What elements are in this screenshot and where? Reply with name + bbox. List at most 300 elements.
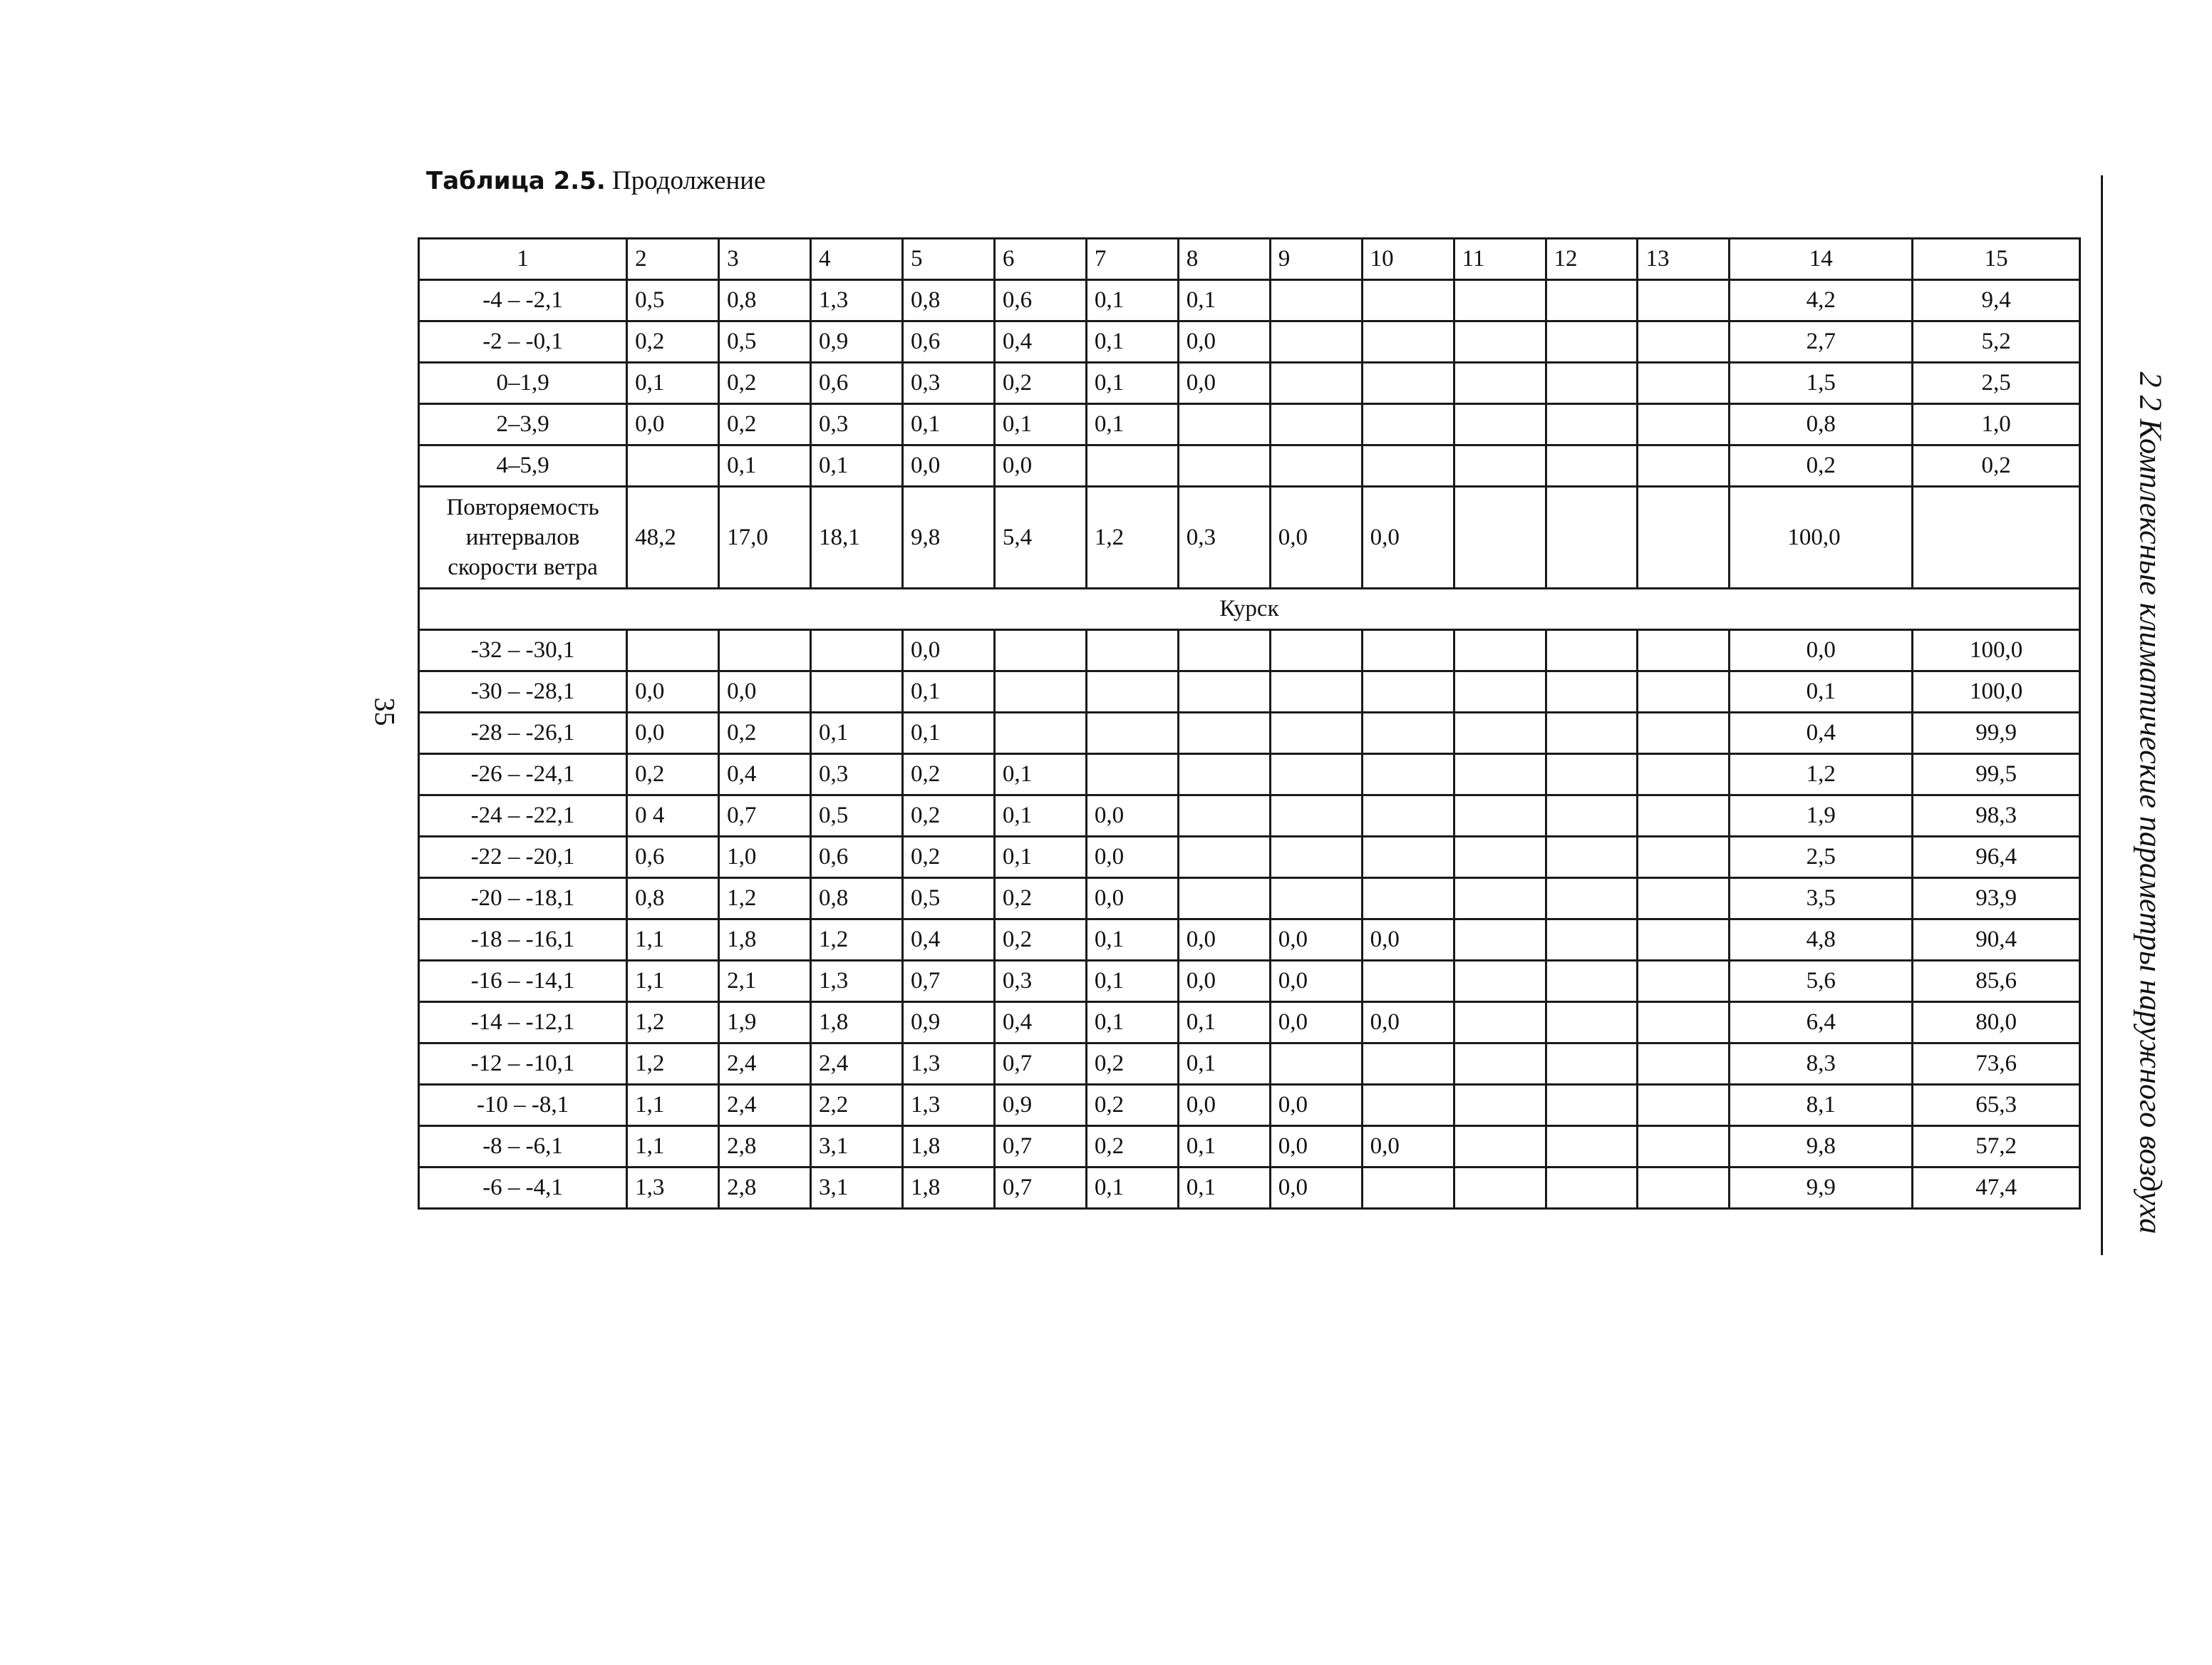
column-header: 9 — [1270, 239, 1362, 280]
column-header: 11 — [1454, 239, 1546, 280]
value-cell — [1454, 487, 1546, 589]
column-header: 7 — [1086, 239, 1178, 280]
value-cell: 0,1 — [902, 404, 994, 445]
value-cell: 0,3 — [994, 961, 1086, 1002]
value-cell: 0,1 — [811, 445, 903, 487]
value-cell — [994, 671, 1086, 713]
value-cell: 1,1 — [627, 1126, 719, 1167]
value-cell — [1362, 630, 1454, 671]
value-cell: 0,0 — [1362, 487, 1454, 589]
value-cell: 0,6 — [811, 837, 903, 878]
value-cell — [1546, 671, 1638, 713]
value-cell: 0,1 — [627, 363, 719, 404]
value-cell — [1270, 404, 1362, 445]
value-cell — [1638, 713, 1730, 754]
value-cell: 9,8 — [902, 487, 994, 589]
value-cell: 0,3 — [811, 754, 903, 795]
total-cell: 0,2 — [1730, 445, 1913, 487]
table-row — [419, 961, 2080, 1002]
value-cell: 0,4 — [719, 754, 811, 795]
cumulative-cell: 1,0 — [1913, 404, 2080, 445]
cumulative-cell: 5,2 — [1913, 321, 2080, 363]
value-cell: 0,2 — [994, 919, 1086, 961]
table-row — [419, 1002, 2080, 1043]
value-cell: 0,1 — [1086, 1167, 1178, 1209]
value-cell — [1546, 837, 1638, 878]
value-cell: 0,1 — [994, 754, 1086, 795]
value-cell: 0,1 — [994, 795, 1086, 837]
value-cell — [1178, 404, 1270, 445]
value-cell: 0,1 — [994, 404, 1086, 445]
value-cell — [1362, 961, 1454, 1002]
column-header: 6 — [994, 239, 1086, 280]
value-cell — [1270, 671, 1362, 713]
value-cell — [1546, 363, 1638, 404]
interval-cell: -22 – -20,1 — [419, 837, 627, 878]
value-cell: 0 4 — [627, 795, 719, 837]
value-cell: 2,8 — [719, 1167, 811, 1209]
value-cell: 0,8 — [719, 280, 811, 321]
value-cell — [1178, 754, 1270, 795]
value-cell: 0,4 — [994, 321, 1086, 363]
value-cell — [1638, 321, 1730, 363]
value-cell: 0,6 — [902, 321, 994, 363]
value-cell — [1638, 630, 1730, 671]
value-cell: 0,1 — [1178, 280, 1270, 321]
table-row — [419, 363, 2080, 404]
value-cell — [994, 630, 1086, 671]
value-cell: 18,1 — [811, 487, 903, 589]
total-cell: 100,0 — [1730, 487, 1913, 589]
total-cell: 4,2 — [1730, 280, 1913, 321]
value-cell: 0,0 — [902, 445, 994, 487]
interval-cell: -12 – -10,1 — [419, 1043, 627, 1085]
value-cell: 0,0 — [719, 671, 811, 713]
value-cell — [1638, 280, 1730, 321]
value-cell — [1454, 1085, 1546, 1126]
value-cell: 0,2 — [719, 713, 811, 754]
column-header: 2 — [627, 239, 719, 280]
value-cell — [627, 445, 719, 487]
value-cell: 0,0 — [1178, 321, 1270, 363]
value-cell: 1,2 — [811, 919, 903, 961]
total-cell: 5,6 — [1730, 961, 1913, 1002]
value-cell: 0,3 — [1178, 487, 1270, 589]
value-cell: 1,3 — [627, 1167, 719, 1209]
value-cell — [1086, 445, 1178, 487]
value-cell — [1454, 754, 1546, 795]
value-cell — [1638, 754, 1730, 795]
value-cell: 0,4 — [902, 919, 994, 961]
table-row — [419, 280, 2080, 321]
value-cell: 1,0 — [719, 837, 811, 878]
value-cell — [1086, 713, 1178, 754]
value-cell — [1546, 487, 1638, 589]
value-cell — [1638, 961, 1730, 1002]
value-cell: 17,0 — [719, 487, 811, 589]
value-cell: 1,2 — [1086, 487, 1178, 589]
value-cell — [1086, 671, 1178, 713]
interval-cell: -16 – -14,1 — [419, 961, 627, 1002]
value-cell: 0,0 — [1362, 1002, 1454, 1043]
value-cell: 0,0 — [1086, 795, 1178, 837]
value-cell: 0,9 — [811, 321, 903, 363]
value-cell: 0,8 — [902, 280, 994, 321]
value-cell — [1086, 754, 1178, 795]
interval-cell: -6 – -4,1 — [419, 1167, 627, 1209]
cumulative-cell: 73,6 — [1913, 1043, 2080, 1085]
value-cell: 0,0 — [1178, 363, 1270, 404]
value-cell — [1270, 445, 1362, 487]
interval-cell: -30 – -28,1 — [419, 671, 627, 713]
value-cell — [1362, 671, 1454, 713]
table-row — [419, 630, 2080, 671]
value-cell: 0,7 — [994, 1043, 1086, 1085]
value-cell — [1454, 961, 1546, 1002]
value-cell: 0,0 — [1362, 919, 1454, 961]
value-cell: 0,4 — [994, 1002, 1086, 1043]
value-cell: 0,2 — [994, 363, 1086, 404]
value-cell: 0,0 — [1178, 919, 1270, 961]
value-cell: 2,1 — [719, 961, 811, 1002]
column-header: 14 — [1730, 239, 1913, 280]
value-cell: 0,2 — [994, 878, 1086, 919]
value-cell — [1086, 630, 1178, 671]
table-row — [419, 1167, 2080, 1209]
value-cell: 1,3 — [811, 961, 903, 1002]
value-cell: 0,5 — [902, 878, 994, 919]
value-cell — [1178, 837, 1270, 878]
table-row — [419, 754, 2080, 795]
interval-cell: -14 – -12,1 — [419, 1002, 627, 1043]
cumulative-cell: 57,2 — [1913, 1126, 2080, 1167]
section-row — [419, 589, 2080, 630]
value-cell: 0,0 — [1270, 961, 1362, 1002]
total-cell: 1,5 — [1730, 363, 1913, 404]
value-cell: 1,3 — [811, 280, 903, 321]
value-cell — [1638, 795, 1730, 837]
value-cell — [1454, 1002, 1546, 1043]
table-container — [418, 237, 2081, 1210]
value-cell: 0,7 — [994, 1167, 1086, 1209]
value-cell — [1638, 487, 1730, 589]
value-cell: 1,2 — [719, 878, 811, 919]
interval-cell: -28 – -26,1 — [419, 713, 627, 754]
value-cell — [1178, 795, 1270, 837]
value-cell: 0,1 — [1178, 1002, 1270, 1043]
value-cell — [1454, 630, 1546, 671]
value-cell — [1546, 1167, 1638, 1209]
interval-cell: -20 – -18,1 — [419, 878, 627, 919]
value-cell — [1638, 445, 1730, 487]
cumulative-cell: 99,5 — [1913, 754, 2080, 795]
interval-cell: -32 – -30,1 — [419, 630, 627, 671]
value-cell — [1454, 280, 1546, 321]
value-cell: 48,2 — [627, 487, 719, 589]
repeat-row — [419, 487, 2080, 589]
cumulative-cell: 98,3 — [1913, 795, 2080, 837]
value-cell: 1,1 — [627, 961, 719, 1002]
value-cell — [1546, 919, 1638, 961]
value-cell: 0,2 — [902, 837, 994, 878]
table-row — [419, 321, 2080, 363]
value-cell — [1638, 878, 1730, 919]
value-cell: 0,1 — [902, 671, 994, 713]
value-cell — [1638, 1167, 1730, 1209]
total-cell: 8,3 — [1730, 1043, 1913, 1085]
value-cell: 1,2 — [627, 1043, 719, 1085]
value-cell — [1638, 363, 1730, 404]
page-number: 35 — [368, 697, 401, 726]
value-cell: 0,0 — [1270, 1085, 1362, 1126]
value-cell: 0,0 — [627, 404, 719, 445]
value-cell: 0,1 — [1086, 280, 1178, 321]
interval-cell: -26 – -24,1 — [419, 754, 627, 795]
value-cell: 0,0 — [994, 445, 1086, 487]
column-header: 1 — [419, 239, 627, 280]
column-header: 3 — [719, 239, 811, 280]
table-caption — [426, 165, 765, 196]
value-cell — [1454, 363, 1546, 404]
value-cell — [1178, 878, 1270, 919]
value-cell: 1,1 — [627, 919, 719, 961]
value-cell — [1638, 671, 1730, 713]
value-cell — [1270, 321, 1362, 363]
value-cell — [1454, 1126, 1546, 1167]
value-cell: 1,9 — [719, 1002, 811, 1043]
value-cell: 2,8 — [719, 1126, 811, 1167]
value-cell — [1454, 404, 1546, 445]
value-cell — [1178, 671, 1270, 713]
value-cell — [1270, 713, 1362, 754]
value-cell: 0,8 — [811, 878, 903, 919]
value-cell: 0,1 — [1086, 404, 1178, 445]
value-cell: 0,2 — [719, 363, 811, 404]
value-cell: 0,0 — [1086, 878, 1178, 919]
table-header-row — [419, 239, 2080, 280]
interval-cell: -24 – -22,1 — [419, 795, 627, 837]
value-cell — [1454, 1167, 1546, 1209]
column-header: 12 — [1546, 239, 1638, 280]
value-cell: 0,8 — [627, 878, 719, 919]
value-cell — [1546, 795, 1638, 837]
side-rule — [2101, 175, 2103, 1255]
total-cell: 0,1 — [1730, 671, 1913, 713]
value-cell — [1546, 713, 1638, 754]
value-cell — [1638, 404, 1730, 445]
value-cell — [1270, 630, 1362, 671]
value-cell: 0,1 — [719, 445, 811, 487]
value-cell — [1270, 878, 1362, 919]
value-cell — [1546, 1043, 1638, 1085]
value-cell: 0,7 — [902, 961, 994, 1002]
table-row — [419, 837, 2080, 878]
table-row — [419, 713, 2080, 754]
value-cell — [1638, 1126, 1730, 1167]
value-cell — [1178, 630, 1270, 671]
value-cell: 0,2 — [627, 754, 719, 795]
value-cell: 0,1 — [811, 713, 903, 754]
value-cell — [1638, 1002, 1730, 1043]
value-cell — [1362, 878, 1454, 919]
cumulative-cell: 0,2 — [1913, 445, 2080, 487]
value-cell — [1454, 837, 1546, 878]
table-row — [419, 795, 2080, 837]
value-cell: 0,1 — [1086, 919, 1178, 961]
interval-cell: -4 – -2,1 — [419, 280, 627, 321]
value-cell: 1,8 — [902, 1167, 994, 1209]
value-cell: 0,5 — [719, 321, 811, 363]
interval-cell: 0–1,9 — [419, 363, 627, 404]
value-cell: 0,1 — [1086, 363, 1178, 404]
table-row — [419, 1085, 2080, 1126]
value-cell — [1546, 445, 1638, 487]
value-cell — [627, 630, 719, 671]
value-cell: 0,3 — [811, 404, 903, 445]
value-cell — [1546, 630, 1638, 671]
value-cell — [1362, 837, 1454, 878]
value-cell: 1,3 — [902, 1043, 994, 1085]
value-cell: 0,0 — [1178, 1085, 1270, 1126]
cumulative-cell: 90,4 — [1913, 919, 2080, 961]
value-cell — [1454, 321, 1546, 363]
cumulative-cell: 65,3 — [1913, 1085, 2080, 1126]
value-cell — [1270, 1043, 1362, 1085]
value-cell: 0,2 — [627, 321, 719, 363]
value-cell — [1546, 404, 1638, 445]
total-cell: 2,7 — [1730, 321, 1913, 363]
value-cell — [1362, 713, 1454, 754]
value-cell — [1362, 754, 1454, 795]
cumulative-cell: 80,0 — [1913, 1002, 2080, 1043]
table-row — [419, 671, 2080, 713]
value-cell: 0,0 — [1270, 487, 1362, 589]
value-cell: 1,2 — [627, 1002, 719, 1043]
value-cell: 1,1 — [627, 1085, 719, 1126]
value-cell — [1270, 754, 1362, 795]
interval-cell: -18 – -16,1 — [419, 919, 627, 961]
value-cell — [1638, 919, 1730, 961]
total-cell: 8,1 — [1730, 1085, 1913, 1126]
value-cell: 0,0 — [627, 713, 719, 754]
cumulative-cell: 100,0 — [1913, 630, 2080, 671]
interval-cell: -10 – -8,1 — [419, 1085, 627, 1126]
value-cell — [1362, 795, 1454, 837]
value-cell: 0,0 — [1086, 837, 1178, 878]
value-cell — [1178, 445, 1270, 487]
value-cell — [1546, 754, 1638, 795]
cumulative-cell: 47,4 — [1913, 1167, 2080, 1209]
table-body — [419, 239, 2080, 1209]
value-cell: 0,0 — [1270, 919, 1362, 961]
value-cell: 0,0 — [1362, 1126, 1454, 1167]
value-cell: 0,0 — [1270, 1126, 1362, 1167]
repeat-row-label: Повторяемость интервалов скорости ветра — [419, 487, 627, 589]
value-cell — [994, 713, 1086, 754]
cumulative-cell: 99,9 — [1913, 713, 2080, 754]
cumulative-cell: 93,9 — [1913, 878, 2080, 919]
value-cell — [1638, 837, 1730, 878]
value-cell: 0,2 — [902, 795, 994, 837]
value-cell — [1362, 445, 1454, 487]
value-cell: 0,5 — [627, 280, 719, 321]
value-cell: 0,0 — [1270, 1167, 1362, 1209]
value-cell — [1638, 1085, 1730, 1126]
value-cell: 2,4 — [719, 1043, 811, 1085]
total-cell: 1,2 — [1730, 754, 1913, 795]
table-row — [419, 1043, 2080, 1085]
value-cell: 0,6 — [811, 363, 903, 404]
value-cell — [1454, 713, 1546, 754]
table-row — [419, 1126, 2080, 1167]
value-cell: 0,0 — [1270, 1002, 1362, 1043]
value-cell: 3,1 — [811, 1126, 903, 1167]
value-cell: 0,2 — [1086, 1085, 1178, 1126]
interval-cell: 4–5,9 — [419, 445, 627, 487]
table-row — [419, 404, 2080, 445]
value-cell: 0,3 — [902, 363, 994, 404]
value-cell: 0,1 — [902, 713, 994, 754]
value-cell — [1454, 445, 1546, 487]
value-cell: 0,1 — [1178, 1126, 1270, 1167]
value-cell — [1178, 713, 1270, 754]
value-cell: 0,0 — [1178, 961, 1270, 1002]
value-cell — [1362, 1043, 1454, 1085]
value-cell: 0,2 — [1086, 1126, 1178, 1167]
value-cell: 0,9 — [994, 1085, 1086, 1126]
value-cell — [1454, 1043, 1546, 1085]
value-cell — [1362, 280, 1454, 321]
value-cell — [719, 630, 811, 671]
data-table — [418, 237, 2081, 1210]
value-cell — [1546, 1085, 1638, 1126]
total-cell: 2,5 — [1730, 837, 1913, 878]
column-header: 13 — [1638, 239, 1730, 280]
value-cell: 0,1 — [1178, 1043, 1270, 1085]
total-cell: 1,9 — [1730, 795, 1913, 837]
value-cell — [1638, 1043, 1730, 1085]
cumulative-cell: 9,4 — [1913, 280, 2080, 321]
column-header: 4 — [811, 239, 903, 280]
value-cell: 1,8 — [811, 1002, 903, 1043]
table-row — [419, 878, 2080, 919]
value-cell — [1362, 404, 1454, 445]
value-cell: 0,2 — [719, 404, 811, 445]
value-cell: 0,9 — [902, 1002, 994, 1043]
cumulative-cell: 100,0 — [1913, 671, 2080, 713]
value-cell: 0,0 — [902, 630, 994, 671]
column-header: 8 — [1178, 239, 1270, 280]
value-cell — [811, 630, 903, 671]
value-cell: 0,0 — [627, 671, 719, 713]
value-cell — [1362, 1085, 1454, 1126]
total-cell: 0,8 — [1730, 404, 1913, 445]
value-cell — [1454, 795, 1546, 837]
interval-cell: 2–3,9 — [419, 404, 627, 445]
value-cell — [1546, 321, 1638, 363]
value-cell: 1,3 — [902, 1085, 994, 1126]
cumulative-cell: 2,5 — [1913, 363, 2080, 404]
total-cell: 9,9 — [1730, 1167, 1913, 1209]
total-cell: 0,4 — [1730, 713, 1913, 754]
value-cell: 5,4 — [994, 487, 1086, 589]
section-title: Курск — [419, 589, 2080, 630]
value-cell — [1546, 1126, 1638, 1167]
value-cell: 0,2 — [1086, 1043, 1178, 1085]
cumulative-cell: 96,4 — [1913, 837, 2080, 878]
value-cell: 0,6 — [994, 280, 1086, 321]
table-row — [419, 919, 2080, 961]
